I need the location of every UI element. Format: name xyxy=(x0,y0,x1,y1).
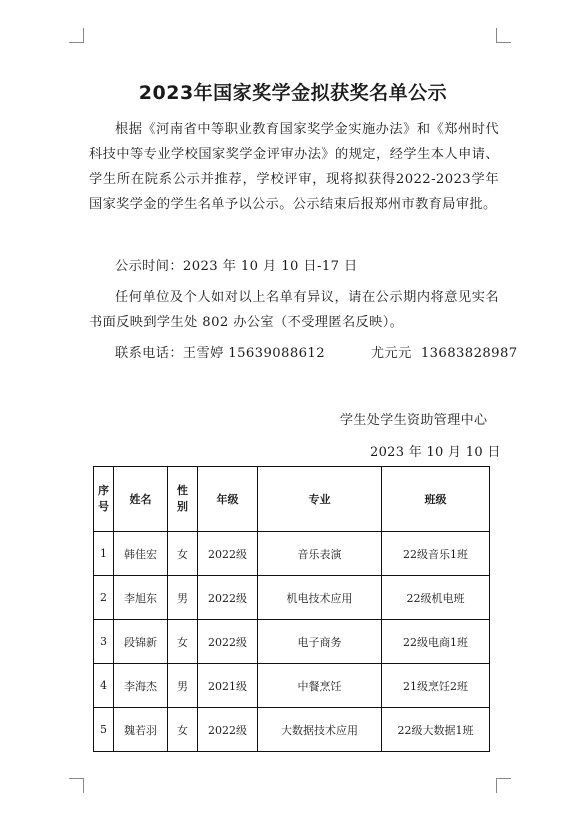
signature-organization: 学生处学生资助管理中心 xyxy=(340,413,488,428)
cell-gender: 男 xyxy=(168,664,198,708)
cell-no: 1 xyxy=(94,532,114,576)
cell-gender: 女 xyxy=(168,620,198,664)
header-class: 班级 xyxy=(382,467,490,532)
corner-mark-bottom-right xyxy=(496,778,511,793)
contact-line: 联系电话：王雪婷 15639088612 尤元元 13683828987 xyxy=(115,346,518,361)
cell-major: 大数据技术应用 xyxy=(258,708,382,752)
cell-major: 机电技术应用 xyxy=(258,576,382,620)
body-paragraph-basis: 根据《河南省中等职业教育国家奖学金实施办法》和《郑州时代科技中等专业学校国家奖学金评审办法》的规定，经学生本人申请、学生所在院系公示并推荐，学校评审，现将拟获得2022-2023学年国家奖学金的学生名单予以公示。公示结束后报郑州市教育局审批。 xyxy=(89,122,499,212)
cell-class: 22级电商1班 xyxy=(382,620,490,664)
cell-major: 电子商务 xyxy=(258,620,382,664)
cell-name: 李旭东 xyxy=(114,576,168,620)
cell-grade: 2022级 xyxy=(198,620,258,664)
header-gender: 性别 xyxy=(168,467,198,532)
header-no: 序号 xyxy=(94,467,114,532)
cell-grade: 2022级 xyxy=(198,532,258,576)
table-row xyxy=(94,532,490,576)
cell-name: 段锦新 xyxy=(114,620,168,664)
body-paragraph-objection: 任何单位及个人如对以上名单有异议，请在公示期内将意见实名书面反映到学生处 802 办公室（不受理匿名反映）。 xyxy=(89,290,499,330)
cell-grade: 2021级 xyxy=(198,664,258,708)
body-paragraph-period: 公示时间：2023 年 10 月 10 日-17 日 xyxy=(115,259,358,274)
cell-name: 李海杰 xyxy=(114,664,168,708)
cell-no: 3 xyxy=(94,620,114,664)
document-title: 2023年国家奖学金拟获奖名单公示 xyxy=(138,82,448,104)
header-major: 专业 xyxy=(258,467,382,532)
table-header-row xyxy=(94,467,490,532)
corner-mark-top-right xyxy=(496,28,511,43)
cell-class: 22级机电班 xyxy=(382,576,490,620)
corner-mark-top-left xyxy=(69,28,84,43)
cell-gender: 女 xyxy=(168,532,198,576)
cell-class: 22级大数据1班 xyxy=(382,708,490,752)
cell-major: 中餐烹饪 xyxy=(258,664,382,708)
cell-no: 4 xyxy=(94,664,114,708)
cell-class: 22级音乐1班 xyxy=(382,532,490,576)
cell-no: 2 xyxy=(94,576,114,620)
header-name: 姓名 xyxy=(114,467,168,532)
cell-class: 21级烹饪2班 xyxy=(382,664,490,708)
cell-major: 音乐表演 xyxy=(258,532,382,576)
cell-grade: 2022级 xyxy=(198,708,258,752)
cell-name: 韩佳宏 xyxy=(114,532,168,576)
award-list-table xyxy=(93,466,490,752)
header-grade: 年级 xyxy=(198,467,258,532)
signature-date: 2023 年 10 月 10 日 xyxy=(370,445,501,460)
corner-mark-bottom-left xyxy=(69,778,84,793)
table-row xyxy=(94,664,490,708)
cell-gender: 男 xyxy=(168,576,198,620)
table-row xyxy=(94,576,490,620)
cell-no: 5 xyxy=(94,708,114,752)
cell-grade: 2022级 xyxy=(198,576,258,620)
table-row xyxy=(94,708,490,752)
table-row xyxy=(94,620,490,664)
cell-name: 魏若羽 xyxy=(114,708,168,752)
cell-gender: 女 xyxy=(168,708,198,752)
